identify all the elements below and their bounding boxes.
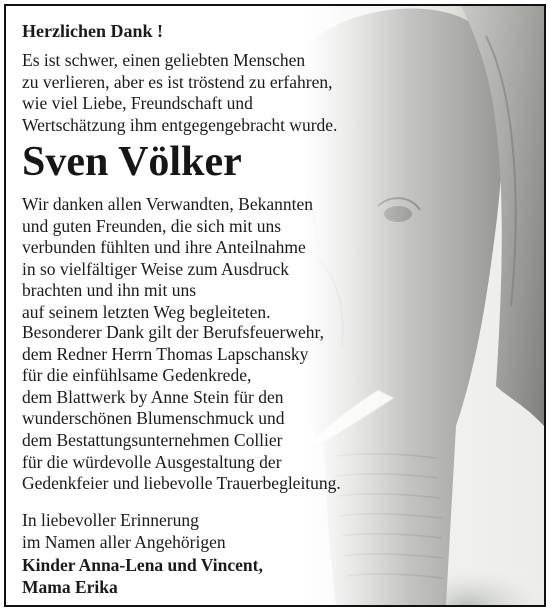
special-thanks-line: dem Blattwerk by Anne Stein für den	[22, 386, 284, 407]
obituary-card	[4, 4, 546, 607]
thanks-paragraph	[22, 194, 313, 324]
intro-line: Es ist schwer, einen geliebten Menschen	[22, 50, 306, 70]
special-thanks-line: für die würdevolle Ausgestaltung der	[22, 451, 282, 472]
notice-heading: Herzlichen Dank !	[22, 21, 163, 41]
intro-line: Wertschätzung ihm entgegengebracht wurde.	[22, 114, 338, 135]
deceased-name: Sven Völker	[22, 139, 242, 185]
special-thanks-line: dem Redner Herrn Thomas Lapschansky	[22, 343, 309, 364]
closing-line: In liebevoller Erinnerung	[22, 510, 199, 530]
intro-line: wie viel Liebe, Freundschaft und	[22, 93, 253, 114]
intro-paragraph	[22, 50, 337, 136]
closing-line: im Namen aller Angehörigen	[22, 531, 226, 552]
signer-line: Kinder Anna-Lena und Vincent,	[22, 555, 263, 575]
closing-paragraph	[22, 510, 226, 553]
thanks-line: verbunden fühlten und ihre Anteilnahme	[22, 237, 306, 258]
signer-line: Mama Erika	[22, 576, 118, 597]
thanks-line: brachten und ihn mit uns	[22, 280, 197, 301]
special-thanks-line: wunderschönen Blumenschmuck und	[22, 408, 285, 429]
special-thanks-line: dem Bestattungsunternehmen Collier	[22, 429, 283, 450]
thanks-line: auf seinem letzten Weg begleiteten.	[22, 301, 271, 322]
special-thanks-line: für die einfühlsame Gedenkrede,	[22, 365, 252, 386]
special-thanks-paragraph	[22, 322, 341, 495]
thanks-line: Wir danken allen Verwandten, Bekannten	[22, 194, 314, 214]
special-thanks-line: Besonderer Dank gilt der Berufsfeuerwehr,	[22, 322, 325, 342]
thanks-line: in so vielfältiger Weise zum Ausdruck	[22, 258, 290, 279]
special-thanks-line: Gedenkfeier und liebevolle Trauerbegleitung.	[22, 473, 341, 494]
signers	[22, 555, 263, 598]
thanks-line: und guten Freunden, die sich mit uns	[22, 215, 282, 236]
intro-line: zu verlieren, aber es ist tröstend zu erfahren,	[22, 71, 333, 92]
